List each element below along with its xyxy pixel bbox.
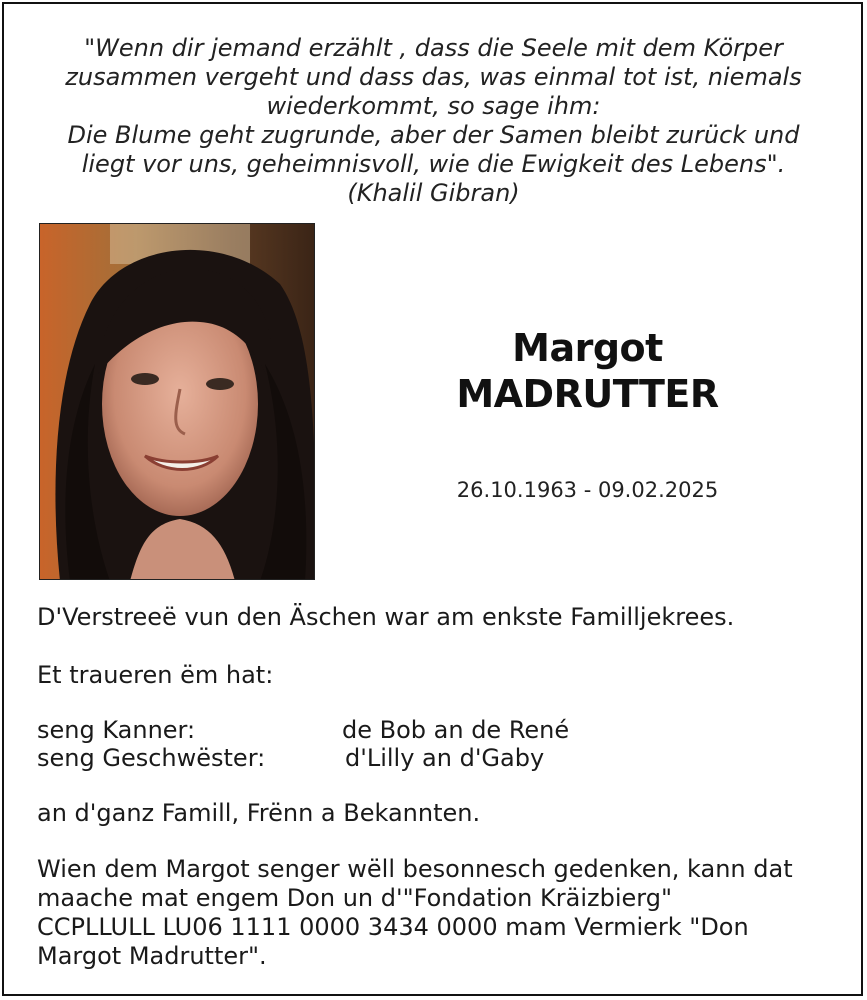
portrait-image xyxy=(40,224,315,580)
quote-line: wiederkommt, so sage ihm: xyxy=(266,92,601,120)
first-name: Margot xyxy=(512,326,663,370)
children-label: seng Kanner: xyxy=(37,716,196,744)
life-dates: 26.10.1963 - 09.02.2025 xyxy=(456,478,719,502)
last-name: MADRUTTER xyxy=(456,372,719,416)
siblings-value: d'Lilly an d'Gaby xyxy=(345,744,545,772)
mourners-intro: Et traueren ëm hat: xyxy=(37,661,274,689)
quote-attribution: (Khalil Gibran) xyxy=(347,179,520,207)
siblings-label: seng Geschwëster: xyxy=(37,744,266,772)
donation-line: Margot Madrutter". xyxy=(37,942,267,970)
quote-block xyxy=(0,34,867,208)
family-line: an d'ganz Famill, Frënn a Bekannten. xyxy=(37,799,481,827)
quote-line: Die Blume geht zugrunde, aber der Samen bleibt zurück und xyxy=(67,121,800,149)
quote-line: "Wenn dir jemand erzählt , dass die Seele mit dem Körper xyxy=(84,34,783,62)
donation-line: CCPLLULL LU06 1111 0000 3434 0000 mam Vermierk "Don xyxy=(37,913,749,941)
scattering-note: D'Verstreeë vun den Äschen war am enkste Familljekrees. xyxy=(37,603,735,631)
donation-note xyxy=(37,855,793,971)
portrait-photo xyxy=(39,223,315,580)
children-value: de Bob an de René xyxy=(342,716,570,744)
deceased-name xyxy=(400,325,775,417)
donation-line: maache mat engem Don un d'"Fondation Kräizbierg" xyxy=(37,884,672,912)
quote-line: zusammen vergeht und dass das, was einmal tot ist, niemals xyxy=(65,63,802,91)
donation-line: Wien dem Margot senger wëll besonnesch gedenken, kann dat xyxy=(37,855,793,883)
quote-line: liegt vor uns, geheimnisvoll, wie die Ewigkeit des Lebens". xyxy=(81,150,786,178)
